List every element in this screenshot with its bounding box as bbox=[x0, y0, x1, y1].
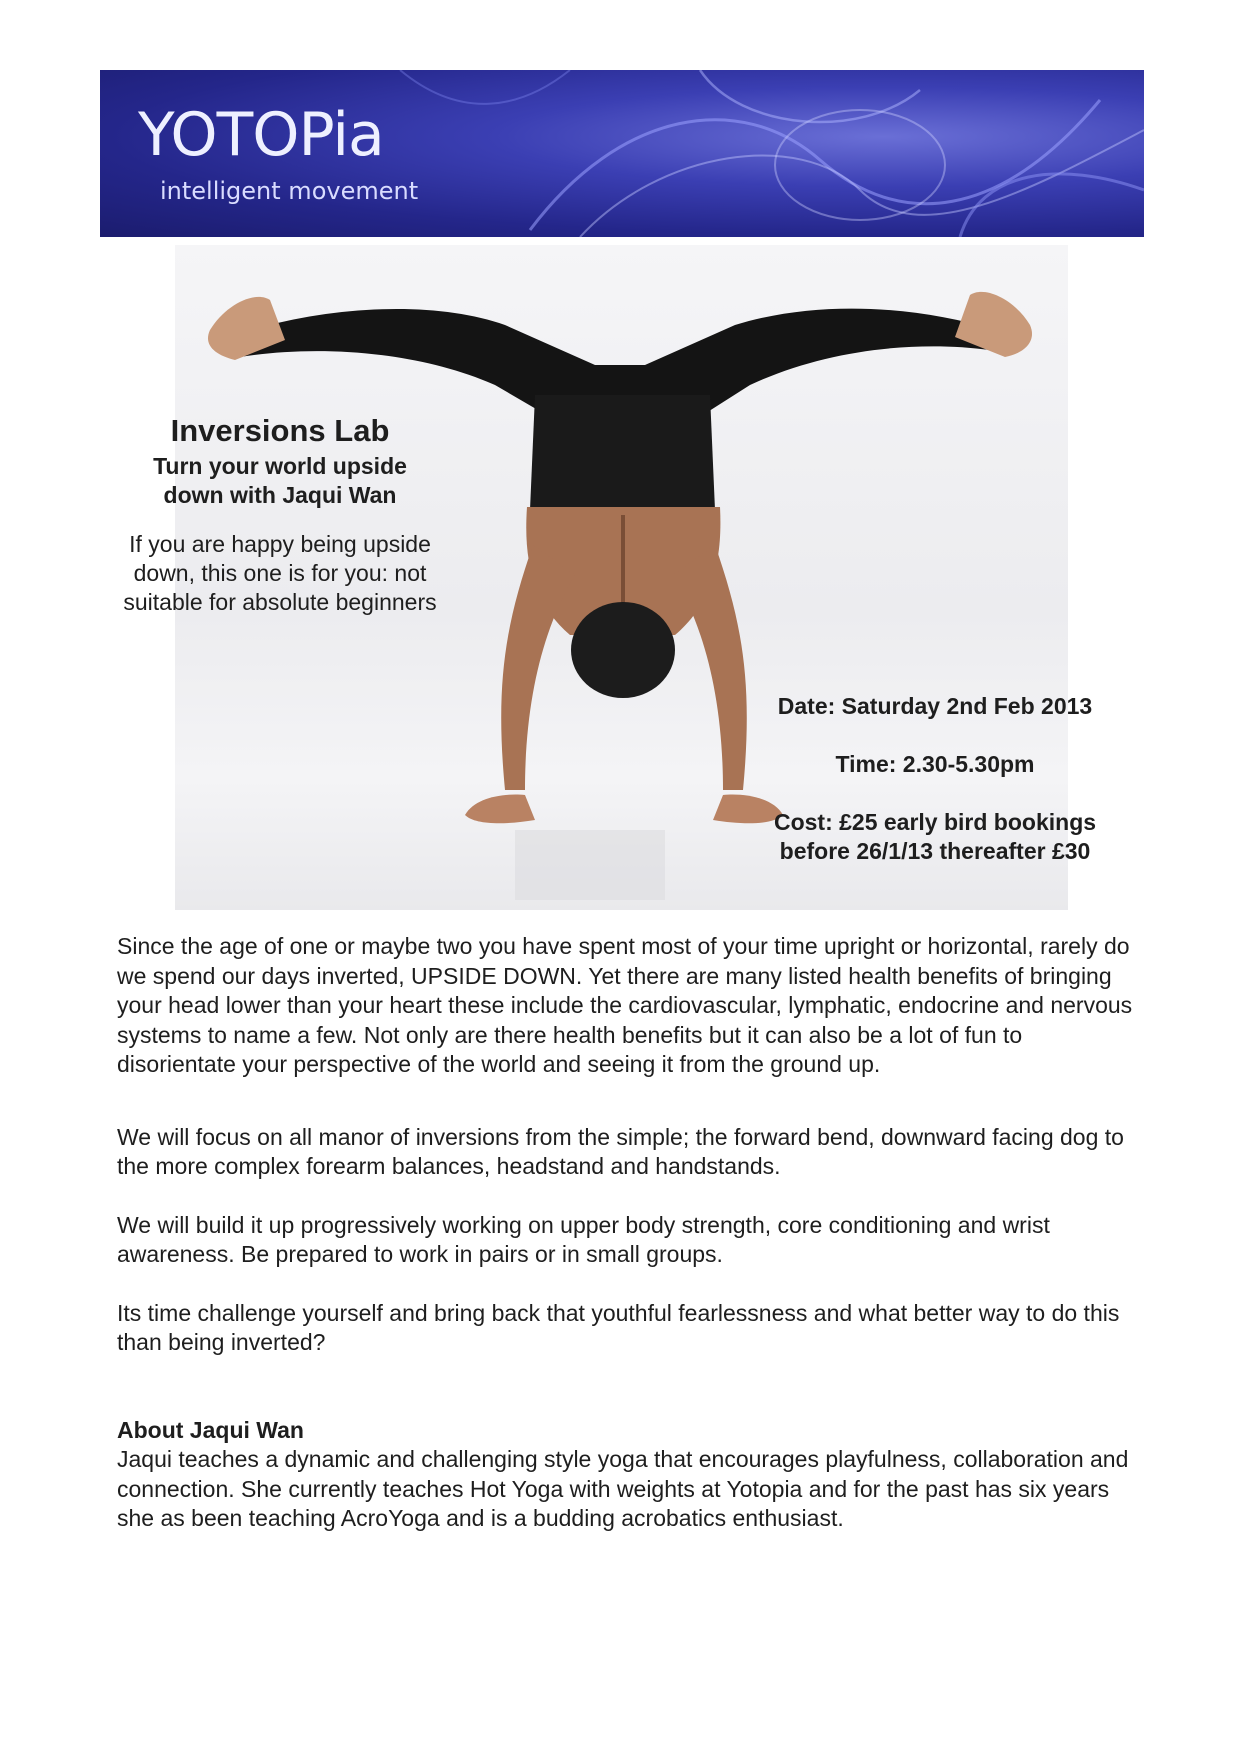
about-heading: About Jaqui Wan bbox=[117, 1416, 304, 1443]
event-details bbox=[750, 692, 1120, 895]
event-cost-line: before 26/1/13 thereafter £30 bbox=[779, 838, 1091, 864]
event-note-line: suitable for absolute beginners bbox=[123, 589, 437, 615]
event-date: Date: Saturday 2nd Feb 2013 bbox=[777, 693, 1093, 719]
logo-tagline: intelligent movement bbox=[160, 177, 419, 205]
body-paragraph: Since the age of one or maybe two you have spent most of your time upright or horizontal, rarely do we spend our days inverted, UPSIDE DOWN. Yet there are many listed health benefits of bringing your head lower than your heart these include the cardiovascular, lymphatic, endocrine and nervous systems to name a few. Not only are there health benefits but it can also be a lot of fun to disorientate your perspective of the world and seeing it from the ground up. bbox=[117, 933, 1133, 1077]
event-cost bbox=[750, 808, 1120, 866]
body-paragraph: We will focus on all manor of inversions from the simple; the forward bend, downward facing dog to the more complex forearm balances, headstand and handstands. bbox=[117, 1123, 1124, 1179]
event-note-line: If you are happy being upside bbox=[129, 531, 431, 557]
body-text bbox=[117, 932, 1137, 1534]
body-paragraph: Its time challenge yourself and bring back that youthful fearlessness and what better way to do this than being inverted? bbox=[117, 1299, 1120, 1355]
event-cost-line: Cost: £25 early bird bookings bbox=[773, 809, 1097, 835]
event-title: Inversions Lab bbox=[170, 413, 390, 448]
event-time: Time: 2.30-5.30pm bbox=[835, 751, 1035, 777]
yotopia-logo: YOTOPia bbox=[138, 100, 384, 170]
event-note-line: down, this one is for you: not bbox=[133, 560, 427, 586]
event-subtitle-line: down with Jaqui Wan bbox=[163, 482, 397, 508]
event-title-block bbox=[100, 412, 460, 617]
event-subtitle-line: Turn your world upside bbox=[153, 453, 407, 479]
body-paragraph: We will build it up progressively working on upper body strength, core conditioning and wrist awareness. Be prepared to work in pairs or in small groups. bbox=[117, 1211, 1050, 1267]
event-subtitle bbox=[100, 452, 460, 510]
header-banner bbox=[100, 70, 1144, 237]
about-paragraph: Jaqui teaches a dynamic and challenging style yoga that encourages playfulness, collaboration and connection. She currently teaches Hot Yoga with weights at Yotopia and for the past has six years she as been teaching AcroYoga and is a budding acrobatics enthusiast. bbox=[117, 1446, 1129, 1531]
event-note bbox=[100, 530, 460, 617]
